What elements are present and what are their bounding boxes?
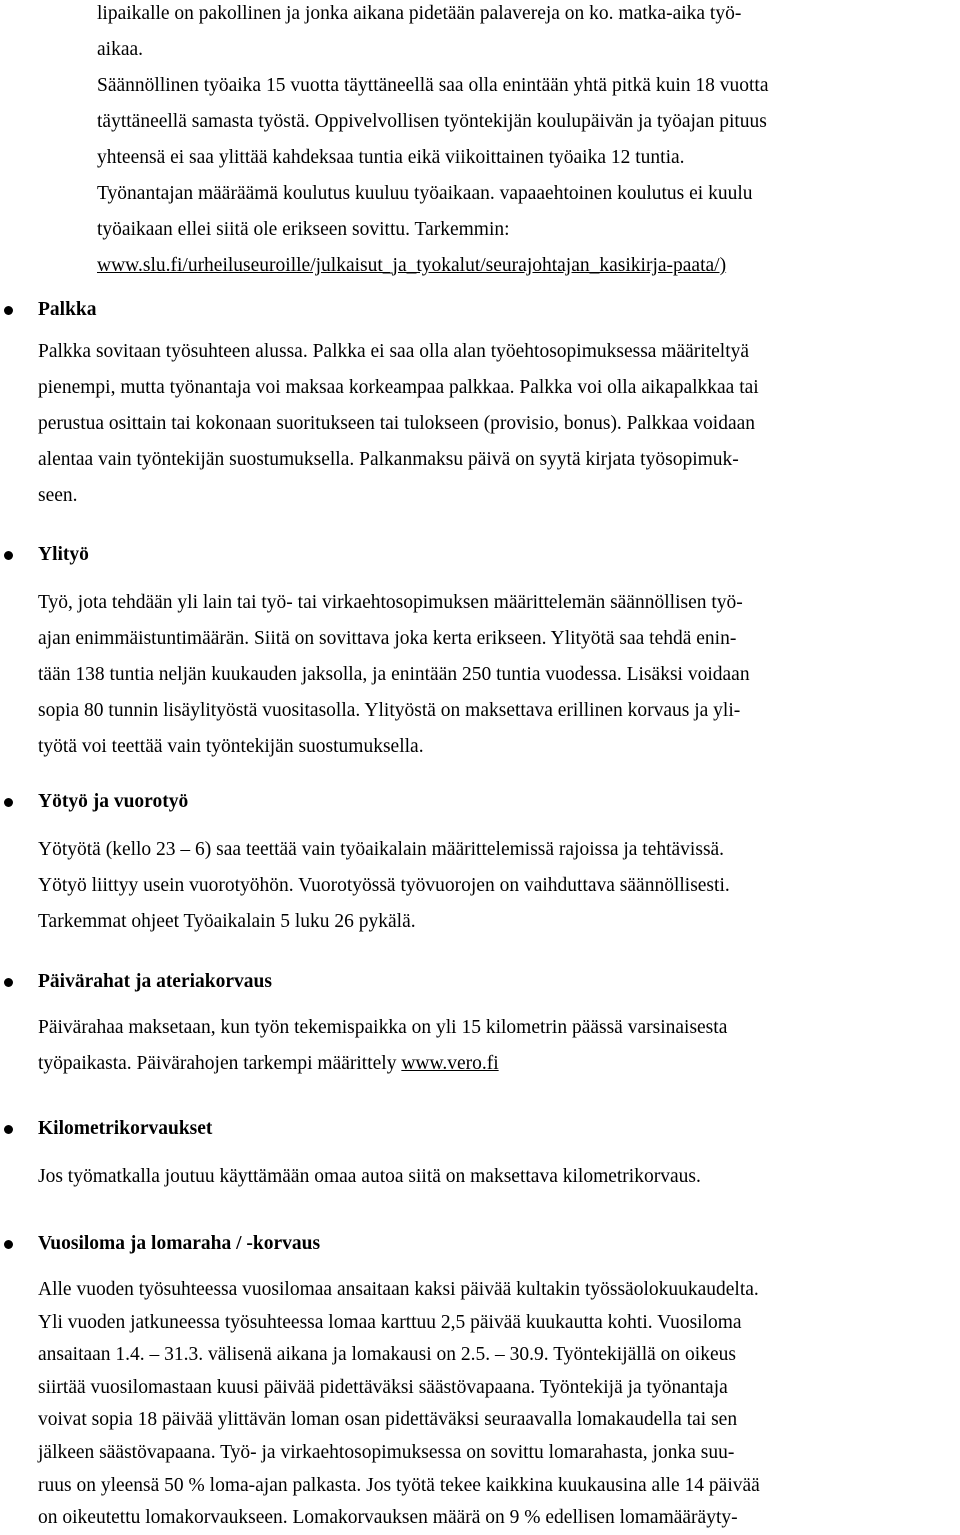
section-body-yotyo (38, 832, 730, 940)
text-line (38, 1046, 727, 1082)
text-line: työaikaan ellei siitä ole erikseen sovittu. Tarkemmin: (97, 219, 510, 240)
section-body-kilometrikorvaukset (38, 1159, 701, 1195)
text-line: Yötyötä (kello 23 – 6) saa teettää vain työaikalain määrittelemissä rajoissa ja tehtävissä. (38, 839, 725, 860)
text-line: jälkeen säästövapaana. Työ- ja virkaehtosopimuksessa on sovittu lomarahasta, jonka suu- (38, 1441, 735, 1463)
text-line: siirtää vuosilomastaan kuusi päivää pidettäväksi säästövapaana. Työntekijä ja työnantaja (38, 1376, 728, 1398)
intro-paragraph (97, 0, 768, 284)
section-body-vuosiloma (38, 1274, 760, 1535)
text-line: Alle vuoden työsuhteessa vuosilomaa ansaitaan kaksi päivää kultakin työssäolokuukaudelta. (38, 1279, 759, 1300)
heading-text: Kilometrikorvaukset (38, 1118, 213, 1139)
heading-text: Päivärahat ja ateriakorvaus (38, 971, 272, 992)
bullet-icon (4, 1240, 13, 1249)
heading-text: Ylityö (38, 544, 89, 565)
heading-text: Yötyö ja vuorotyö (38, 791, 189, 812)
text-line: ajan enimmäistuntimäärän. Siitä on sovittava joka kerta erikseen. Ylityötä saa tehdä enin- (38, 628, 737, 649)
vero-link[interactable]: www.vero.fi (401, 1053, 499, 1074)
section-body-ylityo (38, 585, 750, 765)
bullet-icon (4, 798, 13, 807)
text-line: työtä voi teettää vain työntekijän suostumuksella. (38, 736, 424, 757)
section-body-palkka (38, 334, 759, 514)
text-line: voivat sopia 18 päivää ylittävän loman osan pidettäväksi seuraavalla lomakaudella tai sen (38, 1409, 738, 1431)
text-line: sopia 80 tunnin lisäylityöstä vuositasolla. Ylityöstä on maksettava erillinen korvaus ja yli- (38, 700, 741, 721)
text-line: yhteensä ei saa ylittää kahdeksaa tuntia eikä viikoittainen työaika 12 tuntia. (97, 147, 685, 168)
text-line: Jos työmatkalla joutuu käyttämään omaa autoa siitä on maksettava kilometrikorvaus. (38, 1166, 701, 1187)
text-line: alentaa vain työntekijän suostumuksella. Palkanmaksu päivä on syytä kirjata työsopimuk- (38, 449, 739, 470)
text-line: on oikeutettu lomakorvaukseen. Lomakorvauksen määrä on 9 % edellisen lomamääräyty- (38, 1507, 738, 1529)
text-line: Työnantajan määräämä koulutus kuuluu työaikaan. vapaaehtoinen koulutus ei kuulu (97, 183, 753, 204)
text-line: Päivärahaa maksetaan, kun työn tekemispaikka on yli 15 kilometrin päässä varsinaisesta (38, 1017, 728, 1038)
text-line: Yötyö liittyy usein vuorotyöhön. Vuorotyössä työvuorojen on vaihduttava säännöllisesti. (38, 875, 730, 896)
bullet-icon (4, 306, 13, 315)
heading-text: Palkka (38, 299, 97, 320)
text-line: Tarkemmat ohjeet Työaikalain 5 luku 26 pykälä. (38, 911, 416, 932)
text-line: ruus on yleensä 50 % loma-ajan palkasta. Jos työtä tekee kaikkina kuukausina alle 14 päivää (38, 1474, 760, 1496)
text-line: Työ, jota tehdään yli lain tai työ- tai virkaehtosopimuksen määrittelemän säännöllisen työ- (38, 592, 743, 613)
heading-text: Vuosiloma ja lomaraha / -korvaus (38, 1233, 321, 1254)
section-body-paivarahat (38, 1010, 727, 1082)
text-line: seen. (38, 485, 78, 506)
text-line: täyttäneellä samasta työstä. Oppivelvollisen työntekijän koulupäivän ja työajan pituus (97, 111, 767, 132)
bullet-icon (4, 978, 13, 987)
text-line: pienempi, mutta työnantaja voi maksaa korkeampaa palkkaa. Palkka voi olla aikapalkkaa tai (38, 377, 759, 398)
text-line: Yli vuoden jatkuneessa työsuhteessa lomaa karttuu 2,5 päivää kuukautta kohti. Vuosiloma (38, 1311, 742, 1333)
text-line: lipaikalle on pakollinen ja jonka aikana pidetään palavereja on ko. matka-aika työ- (97, 3, 742, 24)
bullet-icon (4, 1125, 13, 1134)
text-line: aikaa. (97, 39, 144, 60)
text-line: tään 138 tuntia neljän kuukauden jaksolla, ja enintään 250 tuntia vuodessa. Lisäksi voidaan (38, 664, 750, 685)
slu-link[interactable]: www.slu.fi/urheiluseuroille/julkaisut_ja_tyokalut/seurajohtajan_kasikirja-paata/) (97, 255, 727, 276)
text-line: Säännöllinen työaika 15 vuotta täyttäneellä saa olla enintään yhtä pitkä kuin 18 vuotta (97, 75, 769, 96)
text-line: ansaitaan 1.4. – 31.3. välisenä aikana ja lomakausi on 2.5. – 30.9. Työntekijällä on oikeus (38, 1344, 736, 1366)
text-line: perustua osittain tai kokonaan suoritukseen tai tulokseen (provisio, bonus). Palkkaa voidaan (38, 413, 756, 434)
text-line: Palkka sovitaan työsuhteen alussa. Palkka ei saa olla alan työehtosopimuksessa määriteltyä (38, 341, 750, 362)
bullet-icon (4, 551, 13, 560)
text-fragment: työpaikasta. Päivärahojen tarkempi määrittely (38, 1053, 402, 1074)
